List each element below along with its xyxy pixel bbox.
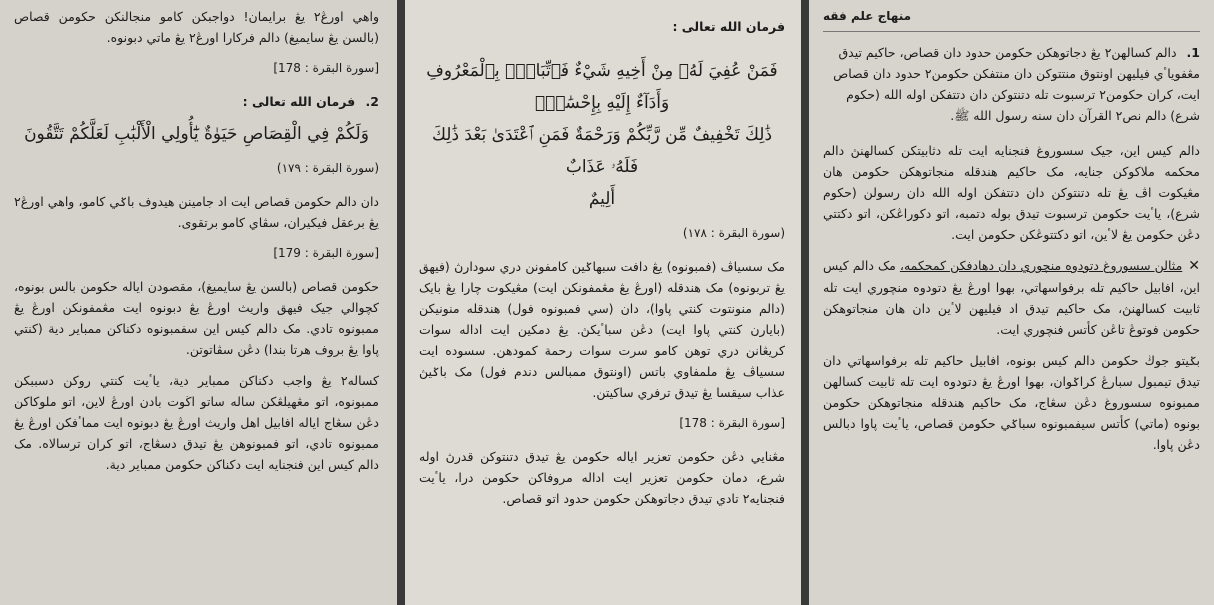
paragraph-example <box>823 255 1200 340</box>
verse-line: أَلِيمٌ <box>588 189 616 209</box>
paragraph-case: دالم کيس اين، جيک سسوروغ فنجنايه ايت تله دثابيتکن کسالهنڽ دالم محکمه ملاکوکن جنايه، مک حاکيم هندقله منجاتوهکن حکومن هان مڠيکوت اڤ يڠ تله دتنتوکن دان دتتفکن اوله الله دان رسولن (حکوم شرع)، ياٴيت حکومن ترسبوت تيدق بوله دتمبه، اتو دکوراڠکن، اتو دکتتي دڠن حکومن يڠ لاٴين، اتو دکتتوڠکن حکومن ايت. <box>823 143 1200 242</box>
quran-verse: وَلَكُمْ فِي الْقِصَاصِ حَيَوٰةٌ يَٰٓأُولِي الْأَلْبَٰبِ لَعَلَّكُمْ تَتَّقُونَ <box>24 124 369 144</box>
list-item <box>823 42 1200 126</box>
paragraph-tazir: مڠنايي دڠن حکومن تعزير اياله حکومن يڠ تيدق دتنتوکن قدرڽ اوله شرع، دمان حکومن تعزير ايت اداله مروفاکن حکومن درا، ياٴيت فنجنايه٢ تادي تيدق دجاتوهکن حکومن حدود اتو قصاص. <box>419 449 785 506</box>
right-page <box>809 0 1214 605</box>
surah-reference: (سورة البقرة : ١٧٩) <box>276 161 379 175</box>
item-text: دالم کسالهن٢ يڠ دجاتوهکن حکومن حدود دان قصاص، حاکيم تيدق مڠفوياٴي فيليهن اونتوق منتتوکن دان منتفکن حکومن٢ حدود دان قصاص ايت، کران حکومن٢ ترسبوت تله دتنتوکن دان دتتفکن اوله الله (حکوم شرع) دالم نص٢ القرآن دان سنه رسول الله ﷺ. <box>833 45 1200 123</box>
section-heading: فرمان الله تعالى : <box>672 19 785 34</box>
example-text: مک دالم کيس اين، افابيل حاکيم تله برفواسهاتي، بهوا اورڠ يڠ دتودوه منچوري ايت تله ثابيت کسالهنڽ، مک حاکيم تيدق اد فيليهن لاٴين دان هان منجاتوهکن حکومن فوتوڠ تاڠن کأتس فنچوري ايت. <box>823 258 1200 337</box>
verse-line: ذَٰلِكَ تَخْفِيفٌ مِّن رَّبِّكُمْ وَرَحْمَةٌ فَمَنِ ٱعْتَدَىٰ بَعْدَ ذَٰلِكَ فَلَهُۥ عَذَابٌ <box>431 125 773 177</box>
item-number: 1. <box>1186 45 1200 60</box>
paragraph-translation: مک سسياڤ (فمبونوه) يڠ دافت سبهاݢين کامفونن دري سودارڽ (فيهق يڠ تربونوه) مک هندقله (اورڠ يڠ مڠمفونکن ايت) مڠيکوت چارا يڠ بايک (دالم منونتوت کنتي پاوا)، دان (سي فمبونوه فول) هندقله منونيکن (بايارن کنتي پاوا ايت) دڠن سباٴيکڽ. يڠ دمکين ايت اداله سوات کريڠانن دري توهن کامو سرت سوات رحمة کمودهن. سسوده ايت سسياڤ يڠ ملمفاوي باتس (اونتوق ممبالس دندم فول) مک باݢيڽ عذاب سيقسا يڠ تيدق ترفري ساکيتن. <box>419 259 785 400</box>
surah-reference: [سورة البقرة : 179] <box>273 246 379 260</box>
surah-reference: (سورة البقرة : ١٧٨) <box>682 226 785 240</box>
paragraph-murder: بݢيتو جوڬ حکومن دالم کيس بونوه، افابيل حاکيم تله برفواسهاتي دان تيدق تيمبول سبارڠ کراݢوان، بهوا اورڠ يڠ دتودوه ايت تله ثابيت کسالهن ممبونوه سسوروغ دڠن سڠاج، مک حاکيم هندقله منجاتوهکن حکومن بونوه (ماتي) کأتس سيفمبونوه سباݢي حکومن قصاص، ياٴيت پاوا دبالس دڠن پاوا. <box>823 353 1200 452</box>
quran-verse <box>419 55 785 215</box>
paragraph-translation: دان دالم حکومن قصاص ايت اد جامينن هيدوف باݢي کامو، واهي اورڠ٢ يڠ برعقل فيکيران، سڤاي کامو برتقوى. <box>14 194 379 230</box>
section-heading <box>14 91 379 112</box>
running-head: منهاج علم فقه <box>823 6 1200 32</box>
paragraph-diyat: کساله٢ يڠ واجب دکناکن ممباير دية، ياٴيت کنتي روکن دسببکن ممبونوه، اتو مڠهيلڠکن ساله ساتو اڬوت بادن اورڠ لاين، اتو ملوکاکن دڠن سڠاج اياله افابيل اهل واريث اورڠ يڠ دبونوه ايت مماٴفکن اورڠ يڠ ممبونوه تادي، اتو فمبونوهن يڠ تيدق دسڠاج، اتو کران ترسالاه. مک دالم کيس اين فنجنايه ايت دکناکن حکومن ممباير دية. <box>14 373 379 472</box>
verse-line: فَمَنْ عُفِيَ لَهُۥ مِنْ أَخِيهِ شَيْءٌ فَٱتِّبَاعٌۢ بِٱلْمَعْرُوفِ وَأَدَآءٌ إِلَيْهِ بِإِحْسَٰنٍۢ <box>426 61 778 113</box>
middle-page <box>405 0 801 605</box>
item-number: 2. <box>365 94 379 109</box>
paragraph-qisas: حکومن قصاص (بالسن يڠ سايميغ)، مقصودن اياله حکومن بالس بونوه، کچوالي جيک فيهق واريث اورڠ يڠ دبونوه ايت مڠمفونکن اورڠ يڠ ممبونوه تادي. مک دالم کيس اين سفمبونوه دکناکن ممباير دية (کنتي پاوا يڠ بروف هرتا بندا) دڠن سڤاتوتن. <box>14 279 379 357</box>
page-gutter <box>397 0 405 605</box>
left-page <box>0 0 397 605</box>
paragraph-top: واهي اورڠ٢ يڠ برايمان! دواجبکن کامو منجالنکن حکومن قصاص (بالسن يڠ سايميغ) دالم فرکارا اورڠ٢ يڠ ماتي دبونوه. <box>14 9 379 45</box>
page-gutter <box>801 0 809 605</box>
annotation-mark-icon: ✕ <box>1188 258 1200 274</box>
surah-reference: [سورة البقرة : 178] <box>679 416 785 430</box>
surah-reference: [سورة البقرة : 178] <box>273 61 379 75</box>
heading-text: فرمان الله تعالى : <box>242 94 356 109</box>
underlined-text: مثالن سسوروغ دتودوه منچوري دان دهادفکن کمحکمه، <box>899 258 1183 273</box>
